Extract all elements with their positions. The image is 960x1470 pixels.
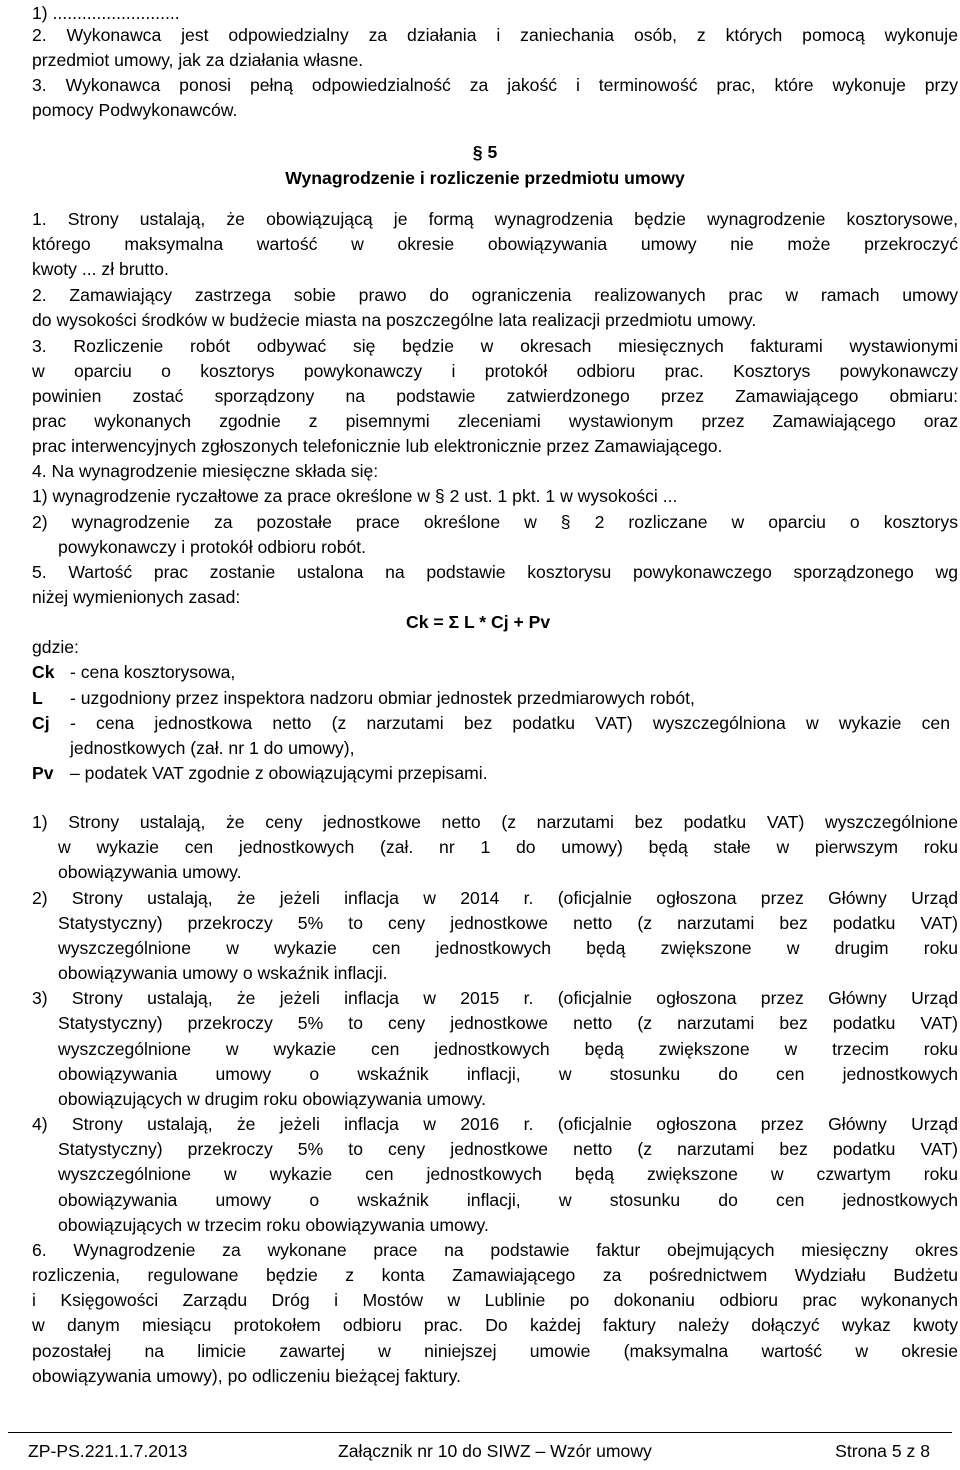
- text-line: w wykazie cen jednostkowych (zał. nr 1 do umowy) będą stałe w pierwszym roku: [58, 837, 958, 857]
- text-line: Statystyczny) przekroczy 5% to ceny jednostkowe netto (z narzutami bez podatku VAT): [58, 1139, 958, 1159]
- footer-page-number: Strona 5 z 8: [835, 1441, 930, 1461]
- text-line: 6. Wynagrodzenie za wykonane prace na podstawie faktur obejmujących miesięczny okres: [32, 1240, 958, 1260]
- text-line: Statystyczny) przekroczy 5% to ceny jednostkowe netto (z narzutami bez podatku VAT): [58, 913, 958, 933]
- section-title: Wynagrodzenie i rozliczenie przedmiotu umowy: [285, 168, 685, 188]
- page-footer: [8, 1432, 952, 1467]
- text-line: powykonawczy i protokół odbioru robót.: [58, 537, 367, 557]
- text-line: obowiązujących w drugim roku obowiązywania umowy.: [58, 1089, 486, 1109]
- term-definition: - cena jednostkowa netto (z narzutami bez podatku VAT) wyszczególniona w wykazie cen: [70, 713, 950, 733]
- text-line: 1. Strony ustalają, że obowiązującą je formą wynagrodzenia będzie wynagrodzenie kosztorysowe,: [32, 209, 958, 229]
- text-line: 2) Strony ustalają, że jeżeli inflacja w 2014 r. (oficjalnie ogłoszona przez Główny Urząd: [32, 888, 958, 908]
- text-line: powinien zostać sporządzony na podstawie zatwierdzonego przez Zamawiającego obmiaru:: [32, 386, 958, 406]
- text-line: 1) Strony ustalają, że ceny jednostkowe netto (z narzutami bez podatku VAT) wyszczególnione: [32, 812, 958, 832]
- term-definition: – podatek VAT zgodnie z obowiązującymi przepisami.: [70, 763, 488, 783]
- text-line: obowiązywania umowy o wskaźnik inflacji, w stosunku do cen jednostkowych: [58, 1064, 958, 1084]
- text-line: obowiązywania umowy.: [58, 862, 242, 882]
- text-line: przedmiot umowy, jak za działania własne.: [32, 50, 364, 70]
- term-symbol: Ck: [32, 662, 55, 682]
- text-line: prac interwencyjnych zgłoszonych telefonicznie lub elektronicznie przez Zamawiającego.: [32, 436, 723, 456]
- term-definition: jednostkowych (zał. nr 1 do umowy),: [70, 738, 355, 758]
- text-line: 3. Rozliczenie robót odbywać się będzie w okresach miesięcznych fakturami wystawionymi: [32, 336, 958, 356]
- text-line: gdzie:: [32, 637, 79, 657]
- text-line: obowiązywania umowy o wskaźnik inflacji.: [58, 963, 388, 983]
- text-line: prac wykonanych zgodnie z pisemnymi zleceniami wystawionym przez Zamawiającego oraz: [32, 411, 958, 431]
- text-line: wyszczególnione w wykazie cen jednostkowych będą zwiększone w czwartym roku: [58, 1164, 958, 1184]
- text-line: w oparciu o kosztorys powykonawczy i protokół odbioru prac. Kosztorys powykonawczy: [32, 361, 958, 381]
- footer-document-title: Załącznik nr 10 do SIWZ – Wzór umowy: [338, 1441, 652, 1461]
- text-line: w danym miesiącu protokołem odbioru prac. Do każdej faktury należy dołączyć wykaz kwoty: [32, 1315, 958, 1335]
- term-symbol: Pv: [32, 763, 54, 783]
- text-line: niżej wymienionych zasad:: [32, 587, 241, 607]
- text-line: rozliczenia, regulowane będzie z konta Zamawiającego za pośrednictwem Wydziału Budżetu: [32, 1265, 958, 1285]
- text-line: 1) wynagrodzenie ryczałtowe za prace określone w § 2 ust. 1 pkt. 1 w wysokości ...: [32, 486, 678, 506]
- text-line: obowiązywania umowy o wskaźnik inflacji, w stosunku do cen jednostkowych: [58, 1190, 958, 1210]
- text-line: Statystyczny) przekroczy 5% to ceny jednostkowe netto (z narzutami bez podatku VAT): [58, 1013, 958, 1033]
- text-line: wyszczególnione w wykazie cen jednostkowych będą zwiększone w trzecim roku: [58, 1039, 958, 1059]
- text-line: 4. Na wynagrodzenie miesięczne składa się:: [32, 461, 379, 481]
- text-line: 4) Strony ustalają, że jeżeli inflacja w 2016 r. (oficjalnie ogłoszona przez Główny Urząd: [32, 1114, 958, 1134]
- text-line: 2) wynagrodzenie za pozostałe prace określone w § 2 rozliczane w oparciu o kosztorys: [32, 512, 958, 532]
- text-line: którego maksymalna wartość w okresie obowiązywania umowy nie może przekroczyć: [32, 234, 958, 254]
- text-line: i Księgowości Zarządu Dróg i Mostów w Lublinie po dokonaniu odbioru prac wykonanych: [32, 1290, 958, 1310]
- text-line: obowiązujących w trzecim roku obowiązywania umowy.: [58, 1215, 489, 1235]
- term-symbol: L: [32, 688, 43, 708]
- text-line: wyszczególnione w wykazie cen jednostkowych będą zwiększone w drugim roku: [58, 938, 958, 958]
- text-line: 3) Strony ustalają, że jeżeli inflacja w 2015 r. (oficjalnie ogłoszona przez Główny Urząd: [32, 988, 958, 1008]
- formula: Ck = Σ L * Cj + Pv: [406, 612, 551, 632]
- footer-reference: ZP-PS.221.1.7.2013: [28, 1441, 188, 1461]
- text-line: obowiązywania umowy), po odliczeniu bieżącej faktury.: [32, 1366, 461, 1386]
- text-line: do wysokości środków w budżecie miasta na poszczególne lata realizacji przedmiotu umowy.: [32, 310, 757, 330]
- text-line: pozostałej na limicie zawartej w niniejszej umowie (maksymalna wartość w okresie: [32, 1341, 958, 1361]
- term-definition: - cena kosztorysowa,: [70, 662, 236, 682]
- text-line: pomocy Podwykonawców.: [32, 100, 238, 120]
- text-line: 2. Wykonawca jest odpowiedzialny za działania i zaniechania osób, z których pomocą wykonuje: [32, 25, 958, 45]
- term-symbol: Cj: [32, 713, 50, 733]
- section-number: § 5: [472, 142, 498, 162]
- text-line: 1) ..........................: [32, 3, 180, 23]
- text-line: 5. Wartość prac zostanie ustalona na podstawie kosztorysu powykonawczego sporządzonego wg: [32, 562, 958, 582]
- text-line: kwoty ... zł brutto.: [32, 259, 169, 279]
- text-line: 2. Zamawiający zastrzega sobie prawo do ograniczenia realizowanych prac w ramach umowy: [32, 285, 958, 305]
- term-definition: - uzgodniony przez inspektora nadzoru obmiar jednostek przedmiarowych robót,: [70, 688, 695, 708]
- text-line: 3. Wykonawca ponosi pełną odpowiedzialność za jakość i terminowość prac, które wykonuje przy: [32, 75, 958, 95]
